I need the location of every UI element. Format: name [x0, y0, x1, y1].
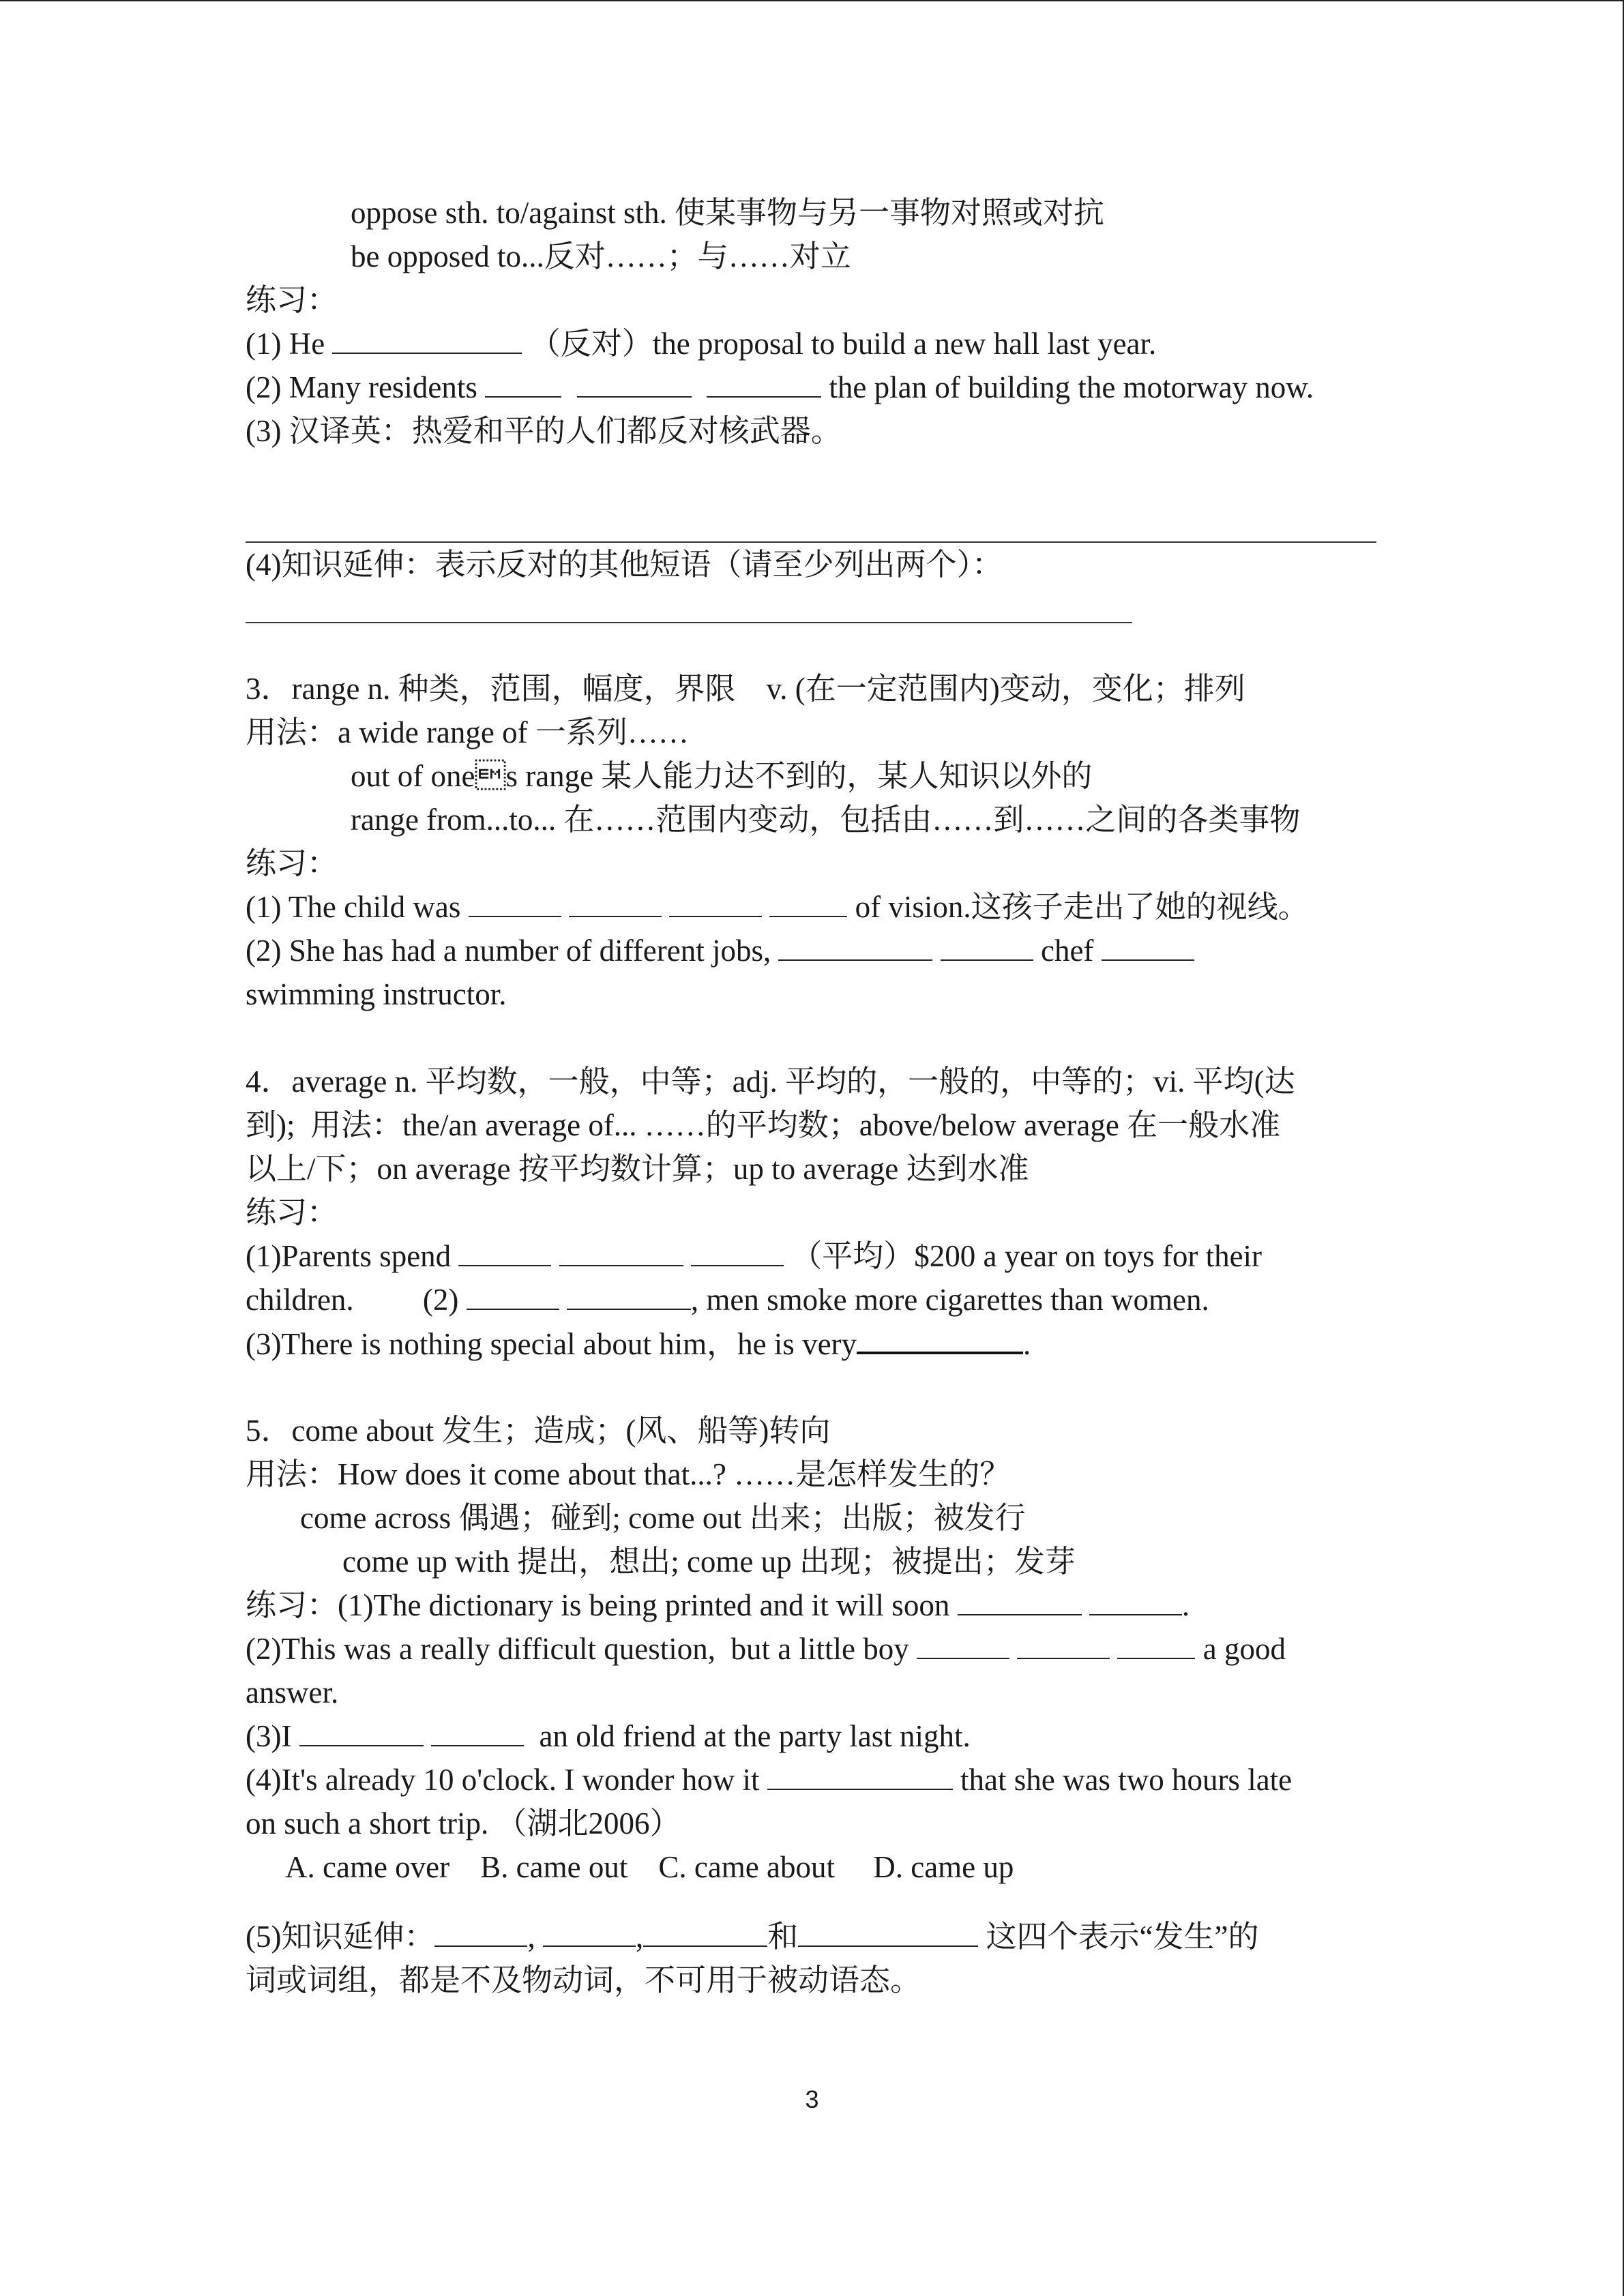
answer-blank[interactable]	[767, 1759, 953, 1790]
answer-blank[interactable]	[577, 366, 692, 398]
s5-question-2: (2)This was a really difficult question, but a little boy a good	[246, 1627, 1378, 1671]
answer-blank[interactable]	[769, 886, 847, 917]
answer-blank[interactable]	[458, 1235, 551, 1266]
s2-question-3: (3) 汉译英：热爱和平的人们都反对核武器。	[246, 414, 842, 448]
range-usage-2: out of ones range 某人能力达不到的，某人知识以外的	[351, 759, 1093, 793]
come-about-title: 5．come about 发生；造成；(风、船等)转向	[246, 1414, 831, 1448]
answer-blank[interactable]	[643, 1915, 767, 1947]
translation-answer-line[interactable]	[246, 501, 1376, 543]
s2-question-4: (4)知识延伸：表示反对的其他短语（请至少列出两个）：	[246, 548, 1003, 582]
exercise-label: 练习：	[246, 1195, 338, 1229]
s3-question-2-cont: swimming instructor.	[246, 977, 507, 1011]
answer-blank[interactable]	[917, 1628, 1009, 1659]
exercise-label: 练习：	[246, 846, 338, 880]
answer-blank[interactable]	[707, 366, 821, 398]
s5-question-1: 练习：(1)The dictionary is being printed and it will soon .	[246, 1583, 1378, 1627]
answer-blank[interactable]	[469, 886, 561, 917]
worksheet-page	[246, 191, 1378, 2002]
s5-question-3: (3)I an old friend at the party last night.	[246, 1714, 1378, 1758]
average-title-line-2: 到); 用法：the/an average of... ……的平均数；above/below average 在一般水准	[246, 1108, 1281, 1142]
exercise-label: 练习：	[246, 283, 338, 317]
answer-blank[interactable]	[941, 929, 1033, 961]
answer-blank[interactable]	[1102, 929, 1194, 961]
range-title: 3．range n. 种类，范围，幅度，界限 v. (在一定范围内)变动，变化；排列	[246, 672, 1245, 706]
s4-question-3: (3)There is nothing special about him，he is very .	[246, 1322, 1378, 1365]
s4-question-2: children. (2) , men smoke more cigarettes than women.	[246, 1278, 1378, 1322]
s5-question-2-cont: answer.	[246, 1675, 339, 1710]
extension-answer-line[interactable]	[246, 588, 1132, 623]
answer-blank[interactable]	[543, 1915, 636, 1947]
s2-question-2: (2) Many residents the plan of building the motorway now.	[246, 366, 1378, 409]
answer-blank[interactable]	[798, 1915, 978, 1947]
come-about-usage-1: 用法：How does it come about that...? ……是怎样发生的？	[246, 1457, 1011, 1491]
answer-blank[interactable]	[1089, 1584, 1182, 1615]
s5-question-4-options[interactable]: A. came over B. came out C. came about D. came up	[285, 1850, 1014, 1884]
answer-blank[interactable]	[467, 1279, 559, 1310]
s5-question-4: (4)It's already 10 o'clock. I wonder how it that she was two hours late	[246, 1758, 1378, 1802]
come-about-usage-2: come across 偶遇；碰到; come out 出来；出版；被发行	[300, 1501, 1026, 1535]
answer-blank[interactable]	[778, 929, 932, 961]
range-usage-3: range from...to... 在……范围内变动，包括由……到……之间的各类事物	[351, 803, 1301, 837]
answer-blank[interactable]	[559, 1235, 683, 1266]
s3-question-1: (1) The child was of vision.这孩子走出了她的视线。	[246, 885, 1378, 929]
answer-blank[interactable]	[567, 1279, 691, 1310]
answer-blank[interactable]	[1117, 1628, 1195, 1659]
come-about-usage-3: come up with 提出，想出; come up 出现；被提出；发芽	[342, 1545, 1076, 1579]
answer-blank[interactable]	[691, 1235, 784, 1266]
answer-blank[interactable]	[299, 1715, 424, 1746]
s5-question-4-cont: on such a short trip. （湖北2006）	[246, 1806, 681, 1840]
average-title-line-3: 以上/下；on average 按平均数计算；up to average 达到水准	[246, 1152, 1029, 1186]
answer-blank[interactable]	[569, 886, 662, 917]
s5-question-5-cont: 词或词组，都是不及物动词，不可用于被动语态。	[246, 1963, 921, 1997]
answer-blank[interactable]	[669, 886, 762, 917]
s5-question-5: (5)知识延伸： , , 和 这四个表示“发生”的	[246, 1915, 1378, 1958]
answer-blank[interactable]	[485, 366, 561, 398]
oppose-definition-2: be opposed to...反对……；与……对立	[351, 239, 851, 273]
oppose-definition-1: oppose sth. to/against sth. 使某事物与另一事物对照或对抗	[351, 196, 1104, 230]
answer-blank[interactable]	[1017, 1628, 1110, 1659]
answer-blank[interactable]	[434, 1915, 527, 1947]
range-usage-1: 用法：a wide range of 一系列……	[246, 715, 689, 749]
answer-blank[interactable]	[431, 1715, 524, 1746]
page-number: 3	[805, 2085, 819, 2113]
average-title-line-1: 4．average n. 平均数，一般，中等；adj. 平均的，一般的，中等的；vi. 平均(达	[246, 1064, 1295, 1099]
s3-question-2: (2) She has had a number of different jobs, chef	[246, 929, 1378, 972]
s4-question-1: (1)Parents spend （平均）$200 a year on toys for their	[246, 1234, 1378, 1278]
s2-question-1: (1) He （反对）the proposal to build a new hall last year.	[246, 322, 1378, 366]
answer-blank[interactable]	[857, 1322, 1023, 1354]
answer-blank[interactable]	[332, 323, 522, 354]
answer-blank[interactable]	[958, 1584, 1082, 1615]
